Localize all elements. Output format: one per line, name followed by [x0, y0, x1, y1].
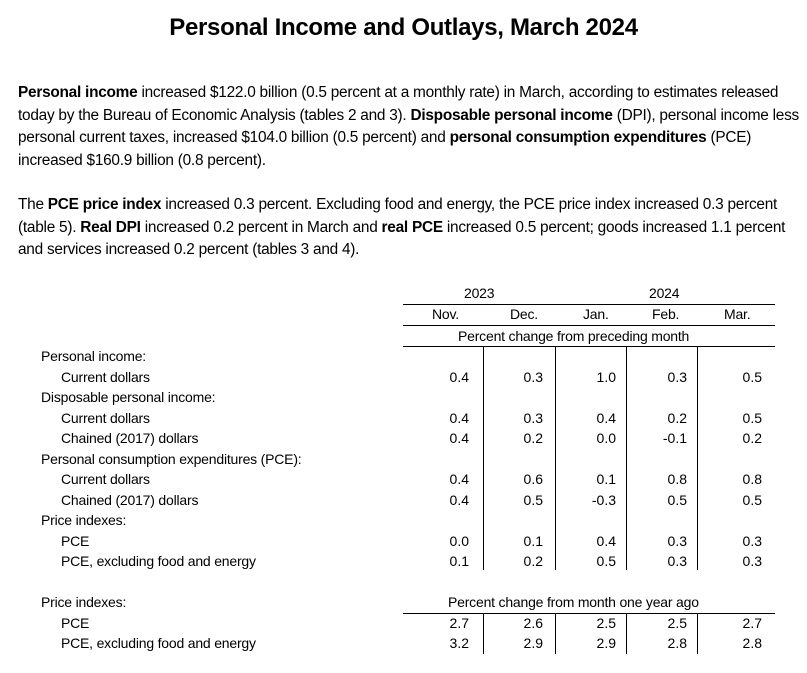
- year-header-2024: 2024: [649, 285, 680, 301]
- page-title: Personal Income and Outlays, March 2024: [169, 14, 638, 41]
- table-cell: 2.7: [449, 614, 469, 631]
- month-header-dec: Dec.: [510, 306, 538, 322]
- term-real-pce: real PCE: [381, 218, 443, 236]
- table-cell: 0.5: [742, 368, 762, 385]
- section-label: Price indexes:: [41, 512, 127, 528]
- table-cell: 0.8: [742, 471, 762, 487]
- row-label: Current dollars: [61, 471, 150, 487]
- table-cell: 0.3: [523, 368, 543, 385]
- row-label: Chained (2017) dollars: [61, 430, 199, 446]
- section-label: Personal income:: [41, 348, 146, 364]
- column-divider: [483, 613, 484, 654]
- table-cell: 0.6: [523, 471, 543, 487]
- table-cell: 0.5: [742, 409, 762, 426]
- column-divider: [555, 346, 556, 570]
- table-cell: 0.0: [596, 430, 616, 446]
- table-cell: 2.7: [742, 614, 762, 631]
- table-cell: 0.5: [742, 491, 762, 508]
- text-segment: increased 0.3 percent. Excluding food and energy, the PCE price index increased 0.3 percent (table 5).: [18, 196, 778, 236]
- row-label: Chained (2017) dollars: [61, 491, 199, 508]
- table-cell: 2.8: [667, 635, 687, 651]
- column-divider: [483, 346, 484, 570]
- table-cell: 0.2: [742, 430, 762, 446]
- table-cell: 0.3: [742, 532, 762, 549]
- month-header-jan: Jan.: [583, 306, 609, 322]
- section-label: Price indexes:: [41, 594, 127, 610]
- table-cell: 2.5: [667, 614, 687, 631]
- section-label: Personal consumption expenditures (PCE):: [41, 450, 302, 467]
- month-header-nov: Nov.: [432, 306, 459, 322]
- table-cell: -0.1: [662, 430, 687, 446]
- table-cell: 2.5: [596, 614, 616, 631]
- table-cell: 0.3: [667, 553, 687, 569]
- table-cell: 0.4: [449, 471, 469, 487]
- table-cell: 0.4: [596, 532, 616, 549]
- subheader-monthly: Percent change from preceding month: [458, 328, 690, 344]
- term-pce-price-index: PCE price index: [47, 196, 162, 213]
- table-cell: 0.1: [449, 553, 469, 569]
- term-real-dpi: Real DPI: [80, 218, 141, 236]
- table-cell: 0.0: [449, 532, 469, 549]
- table-cell: 0.5: [523, 491, 543, 508]
- table-cell: 0.5: [596, 553, 616, 569]
- term-personal-income: Personal income: [18, 84, 138, 101]
- subheader-yearly: Percent change from month one year ago: [448, 594, 699, 610]
- term-disposable-income: Disposable personal income: [410, 106, 613, 124]
- table-cell: 2.6: [523, 614, 543, 631]
- table-cell: 0.1: [596, 471, 616, 487]
- row-label: PCE, excluding food and energy: [61, 635, 256, 651]
- column-divider: [697, 613, 698, 654]
- table-cell: 0.4: [596, 409, 616, 426]
- table-cell: 0.4: [449, 368, 469, 385]
- column-divider: [626, 346, 627, 570]
- text-segment: increased 0.2 percent in March and: [140, 218, 382, 236]
- table-cell: 0.2: [523, 553, 543, 569]
- term-pce: personal consumption expenditures: [449, 129, 707, 146]
- text-segment: (PCE) increased $160.9 billion (0.8 percent).: [18, 129, 752, 169]
- table-cell: 0.4: [449, 430, 469, 446]
- year-header-2023: 2023: [464, 285, 495, 301]
- table-cell: 0.3: [667, 532, 687, 549]
- table-cell: 0.3: [523, 409, 543, 426]
- column-divider: [626, 613, 627, 654]
- column-divider: [697, 346, 698, 570]
- text-segment: increased 0.5 percent; goods increased 1.1 percent and services increased 0.2 percent (tables 3 and 4).: [18, 218, 786, 258]
- month-header-feb: Feb.: [652, 306, 680, 322]
- text-segment: The: [18, 196, 48, 213]
- text-segment: increased $122.0 billion (0.5 percent at a monthly rate) in March, according to estimates released today by the Bureau of Economic Analysis (tables 2 and 3).: [18, 84, 779, 124]
- row-label: PCE: [61, 532, 90, 549]
- text-segment: (DPI), personal income less personal current taxes, increased $104.0 billion (0.5 percent) and: [18, 106, 799, 146]
- table-cell: 0.8: [667, 471, 687, 487]
- table-cell: 0.2: [667, 409, 687, 426]
- table-cell: 0.4: [449, 491, 469, 508]
- column-divider: [555, 613, 556, 654]
- table-cell: 2.9: [523, 635, 543, 651]
- row-label: Current dollars: [61, 409, 150, 426]
- table-cell: 2.8: [742, 635, 762, 651]
- row-label: PCE: [61, 614, 90, 631]
- table-cell: 3.2: [449, 635, 469, 651]
- months-rule: [403, 325, 775, 326]
- table-cell: 0.3: [667, 368, 687, 385]
- monthly-rule: [403, 346, 775, 347]
- table-cell: 0.3: [742, 553, 762, 569]
- month-header-mar: Mar.: [724, 306, 751, 322]
- table-cell: 0.4: [449, 409, 469, 426]
- row-label: PCE, excluding food and energy: [61, 553, 256, 569]
- table-cell: 1.0: [596, 368, 616, 385]
- table-cell: 2.9: [596, 635, 616, 651]
- row-label: Current dollars: [61, 368, 150, 385]
- section-label: Disposable personal income:: [41, 389, 216, 405]
- table-cell: 0.5: [667, 491, 687, 508]
- table-cell: 0.1: [523, 532, 543, 549]
- table-cell: 0.2: [523, 430, 543, 446]
- table-cell: -0.3: [591, 491, 616, 508]
- header-rule: [403, 304, 775, 305]
